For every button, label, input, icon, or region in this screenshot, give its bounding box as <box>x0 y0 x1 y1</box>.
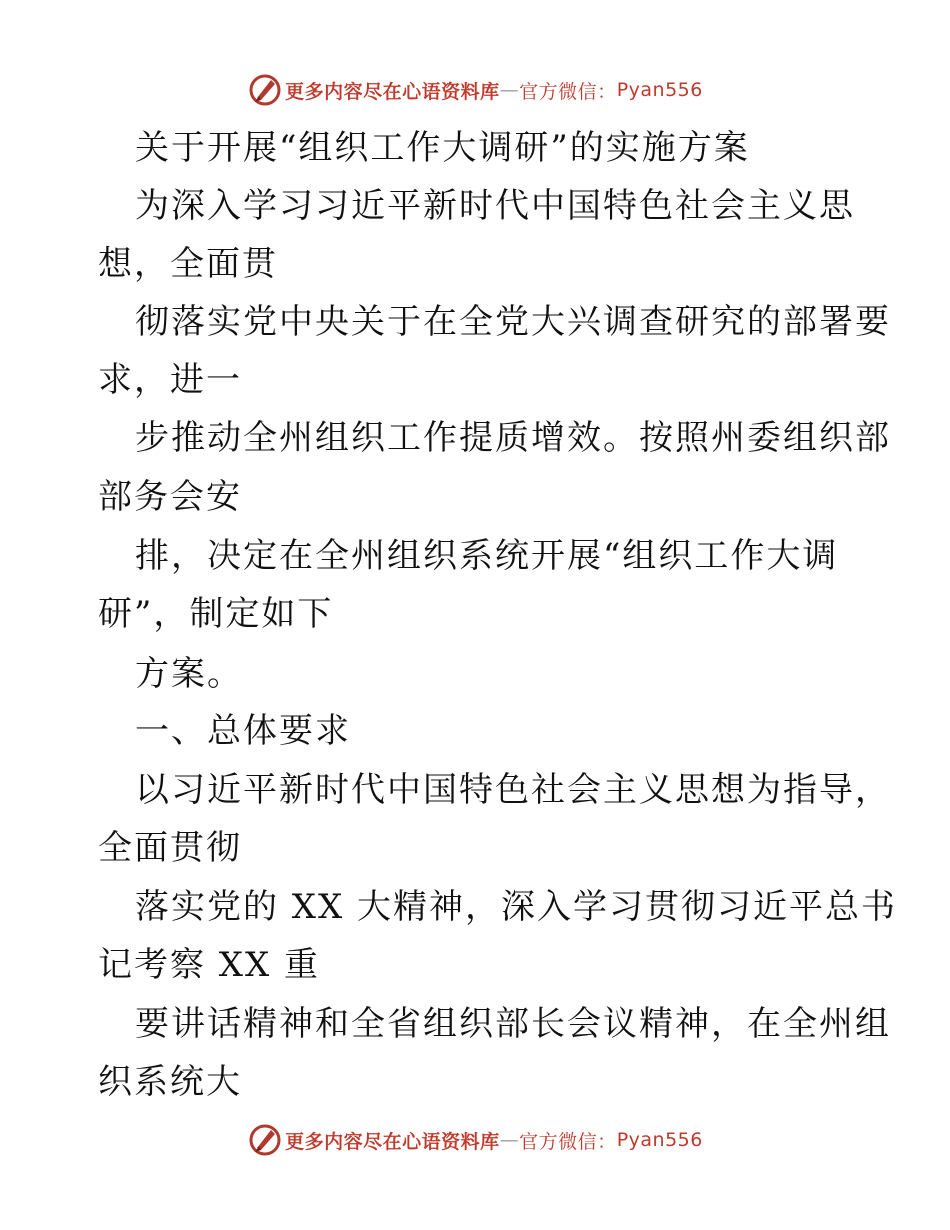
paragraph-line: 织系统大 <box>98 1062 242 1102</box>
paragraph-line: 落实党的 XX 大精神，深入学习贯彻习近平总书 <box>135 887 898 927</box>
watermark-wechat-label: 官方微信： <box>519 1130 617 1153</box>
paragraph-line: 排，决定在全州组织系统开展“组织工作大调 <box>135 536 839 576</box>
footer-watermark <box>0 1120 950 1160</box>
paragraph-line: 步推动全州组织工作提质增效。按照州委组织部 <box>135 418 891 458</box>
watermark-main-text: 更多内容尽在心语资料库 <box>285 1130 500 1153</box>
paragraph-line: 研”，制定如下 <box>98 594 334 634</box>
watermark-wechat-id: Pyan556 <box>616 79 703 101</box>
watermark-wechat-id: Pyan556 <box>616 1129 703 1151</box>
watermark-separator: — <box>499 1129 520 1151</box>
paragraph-line: 要讲话精神和全省组织部长会议精神，在全州组 <box>135 1004 891 1044</box>
watermark-separator: — <box>499 79 520 101</box>
paragraph-line: 彻落实党中央关于在全党大兴调查研究的部署要 <box>135 302 891 342</box>
paragraph-line: 为深入学习习近平新时代中国特色社会主义思 <box>135 186 855 226</box>
paragraph-line: 部务会安 <box>98 477 242 517</box>
paragraph-line: 方案。 <box>135 654 243 694</box>
document-title: 关于开展“组织工作大调研”的实施方案 <box>135 128 750 168</box>
paragraph-line: 全面贯彻 <box>98 828 242 868</box>
header-watermark <box>0 70 950 110</box>
watermark-main-text: 更多内容尽在心语资料库 <box>285 80 500 103</box>
paragraph-line: 记考察 XX 重 <box>98 945 321 985</box>
paragraph-line: 想，全面贯 <box>98 244 278 284</box>
paragraph-line: 求，进一 <box>98 360 242 400</box>
pen-logo-icon <box>247 1122 283 1158</box>
pen-logo-icon <box>247 72 283 108</box>
watermark-wechat-label: 官方微信： <box>519 80 617 103</box>
paragraph-line: 以习近平新时代中国特色社会主义思想为指导， <box>135 770 891 810</box>
section-heading: 一、总体要求 <box>135 711 351 751</box>
